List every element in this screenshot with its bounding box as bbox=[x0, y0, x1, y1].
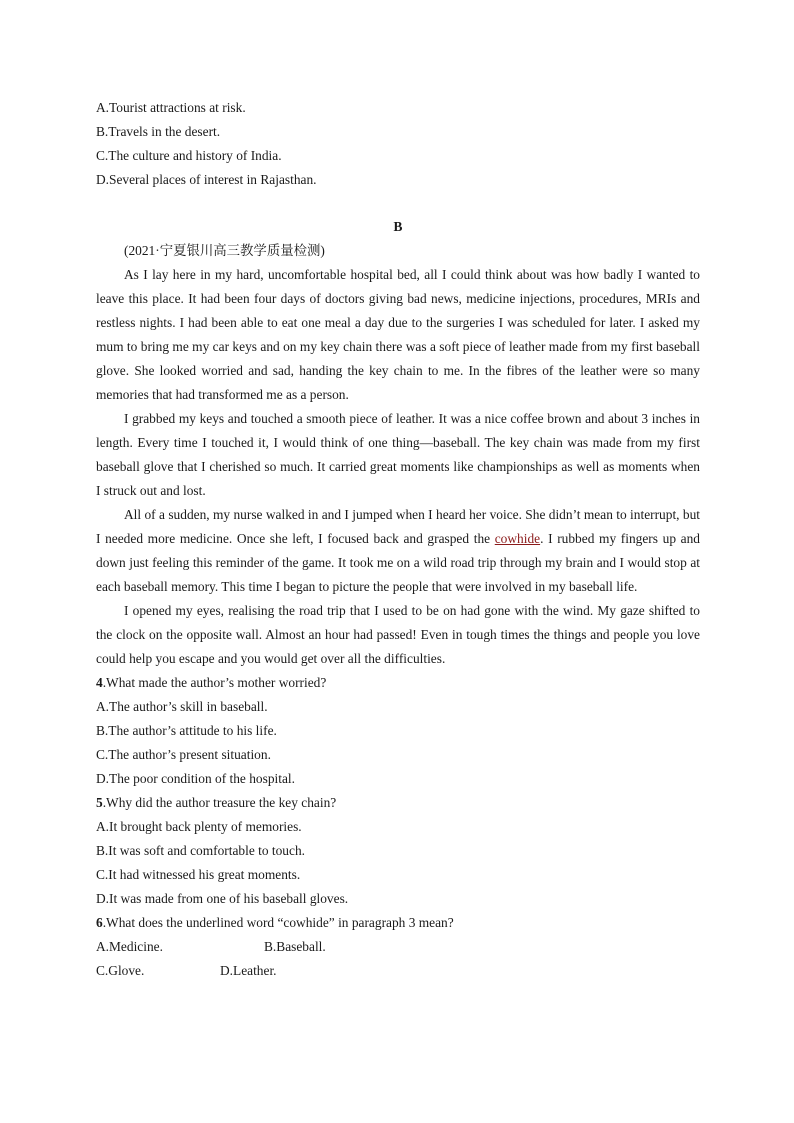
question-5 bbox=[96, 791, 700, 911]
option-b: B.Baseball. bbox=[264, 939, 326, 954]
option-c: C.The author’s present situation. bbox=[96, 747, 271, 762]
previous-question-options bbox=[96, 96, 700, 192]
option-c: C.Glove. bbox=[96, 963, 145, 978]
paragraph-3-text-after: . I rubbed my fingers up and down just feeling this reminder of the game. It took me on a wild road trip through my brain and I would stop at each baseball memory. This time I began to picture the people that were involved in my baseball life. bbox=[96, 531, 700, 594]
option-a: A.It brought back plenty of memories. bbox=[96, 819, 302, 834]
paragraph-3-text-before: All of a sudden, my nurse walked in and I jumped when I heard her voice. She didn’t mean to interrupt, but I needed more medicine. Once she left, I focused back and grasped the bbox=[96, 507, 700, 546]
option-b: B.Travels in the desert. bbox=[96, 124, 221, 139]
question-text: .Why did the author treasure the key chain? bbox=[102, 795, 337, 810]
passage-paragraph-4: I opened my eyes, realising the road trip that I used to be on had gone with the wind. My gaze shifted to the clock on the opposite wall. Almost an hour had passed! Even in tough times the things and people you love could help you escape and you would get over all the difficulties. bbox=[96, 603, 700, 666]
option-b: B.The author’s attitude to his life. bbox=[96, 723, 277, 738]
option-d: D.The poor condition of the hospital. bbox=[96, 771, 295, 786]
option-d: D.It was made from one of his baseball gloves. bbox=[96, 891, 349, 906]
option-d: D.Several places of interest in Rajasthan. bbox=[96, 172, 317, 187]
section-title: B bbox=[393, 219, 403, 234]
option-a: A.The author’s skill in baseball. bbox=[96, 699, 268, 714]
question-stem bbox=[96, 911, 700, 935]
passage-source: (2021·宁夏银川高三教学质量检测) bbox=[124, 243, 325, 258]
question-stem bbox=[96, 791, 700, 815]
options-row-1 bbox=[96, 935, 700, 959]
question-number: 4 bbox=[96, 675, 103, 690]
question-4 bbox=[96, 671, 700, 791]
option-d: D.Leather. bbox=[220, 963, 277, 978]
options-row-2 bbox=[96, 959, 700, 983]
option-c: C.The culture and history of India. bbox=[96, 148, 282, 163]
underlined-word: cowhide bbox=[494, 531, 541, 546]
question-text: .What does the underlined word “cowhide” in paragraph 3 mean? bbox=[102, 915, 454, 930]
question-text: .What made the author’s mother worried? bbox=[102, 675, 327, 690]
option-a: A.Medicine. bbox=[96, 939, 163, 954]
passage-paragraph-1: As I lay here in my hard, uncomfortable hospital bed, all I could think about was how badly I wanted to leave this place. It had been four days of doctors giving bad news, medicine injections, procedures, MRIs and restless nights. I had been able to eat one meal a day due to the surgeries I was scheduled for later. I asked my mum to bring me my car keys and on my key chain there was a soft piece of leather made from my first baseball glove. She looked worried and sad, handing the key chain to me. In the fibres of the leather were so many memories that had transformed me as a person. bbox=[96, 267, 700, 402]
document-page bbox=[96, 96, 700, 983]
question-stem bbox=[96, 671, 700, 695]
option-a: A.Tourist attractions at risk. bbox=[96, 100, 246, 115]
question-6 bbox=[96, 911, 700, 983]
passage-paragraph-3 bbox=[96, 503, 700, 599]
option-c: C.It had witnessed his great moments. bbox=[96, 867, 301, 882]
question-number: 5 bbox=[96, 795, 103, 810]
option-b: B.It was soft and comfortable to touch. bbox=[96, 843, 305, 858]
reading-passage bbox=[96, 263, 700, 671]
passage-paragraph-2: I grabbed my keys and touched a smooth piece of leather. It was a nice coffee brown and about 3 inches in length. Every time I touched it, I would think of one thing—baseball. The key chain was made from my first baseball glove that I cherished so much. It carried great moments like championships as well as moments when I struck out and lost. bbox=[96, 411, 700, 498]
question-number: 6 bbox=[96, 915, 103, 930]
